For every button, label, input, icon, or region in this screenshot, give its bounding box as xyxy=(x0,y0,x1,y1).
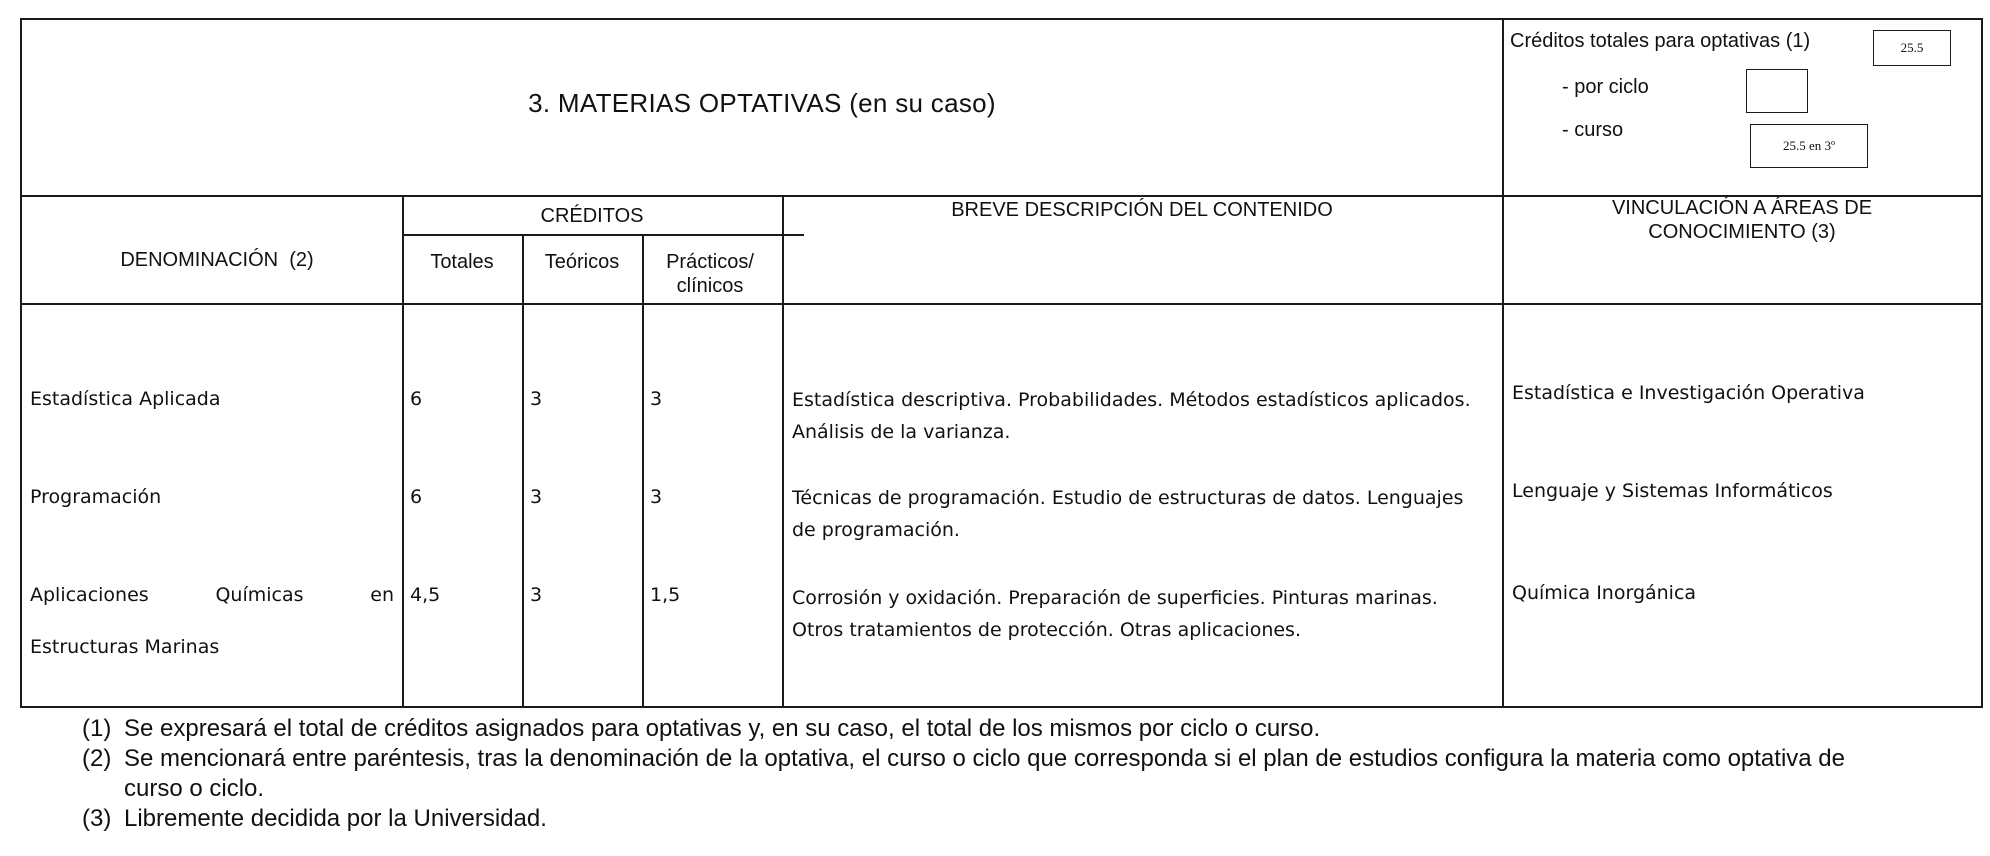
total-credits-label: Créditos totales para optativas (1) xyxy=(1510,30,1811,52)
footnote-text: Se mencionará entre paréntesis, tras la denominación de la optativa, el curso o ciclo que corresponda si el plan de estudios configura la materia como optativa de curso o ciclo. xyxy=(124,745,1845,802)
row3-practicos: 1,5 xyxy=(650,584,681,606)
course-label: - curso xyxy=(1562,119,1624,141)
footnotes xyxy=(82,714,1962,834)
row1-area: Estadística e Investigación Operativa xyxy=(1512,382,1865,404)
row2-name: Programación xyxy=(30,486,162,508)
divider-col-practicos xyxy=(782,195,784,706)
row3-descripcion: Corrosión y oxidación. Preparación de superficies. Pinturas marinas. Otros tratamientos de protección. Otras aplicaciones. xyxy=(792,587,1438,641)
row1-descripcion: Estadística descriptiva. Probabilidades. Métodos estadísticos aplicados. Análisis de la varianza. xyxy=(792,389,1471,443)
footnote-text: Se expresará el total de créditos asignados para optativas y, en su caso, el total de los mismos por ciclo o curso. xyxy=(124,715,1321,742)
row3-name-line2: Estructuras Marinas xyxy=(30,636,220,658)
header-practicos: Prácticos/ clínicos xyxy=(666,251,754,297)
divider-header xyxy=(22,303,1981,305)
header-teoricos: Teóricos xyxy=(544,251,620,273)
row2-teoricos: 3 xyxy=(530,486,543,508)
row2-total: 6 xyxy=(410,486,423,508)
page-title: 3. MATERIAS OPTATIVAS (en su caso) xyxy=(528,88,996,118)
course-field: 25.5 en 3º xyxy=(1750,124,1868,168)
footnote-1 xyxy=(82,714,1962,744)
row2-area: Lenguaje y Sistemas Informáticos xyxy=(1512,480,1833,502)
header-vinculacion: VINCULACIÓN A ÁREAS DE CONOCIMIENTO (3) xyxy=(1611,197,1873,243)
row1-teoricos: 3 xyxy=(530,388,543,410)
footnote-3 xyxy=(82,804,1962,834)
row1-name: Estadística Aplicada xyxy=(30,388,221,410)
row2-practicos: 3 xyxy=(650,486,663,508)
divider-creditos xyxy=(402,234,804,236)
header-totales: Totales xyxy=(430,251,494,273)
optativas-table xyxy=(20,18,1983,708)
per-cycle-label: - por ciclo xyxy=(1562,76,1649,98)
footnote-number: (3) xyxy=(82,805,112,832)
row1-total: 6 xyxy=(410,388,423,410)
total-credits-field: 25.5 xyxy=(1873,30,1951,66)
footnote-number: (2) xyxy=(82,745,112,772)
header-creditos: CRÉDITOS xyxy=(540,205,644,227)
divider-title-panel xyxy=(1502,20,1504,706)
row3-teoricos: 3 xyxy=(530,584,543,606)
row3-area: Química Inorgánica xyxy=(1512,582,1697,604)
row3-total: 4,5 xyxy=(410,584,441,606)
per-cycle-field xyxy=(1746,69,1808,113)
header-descripcion: BREVE DESCRIPCIÓN DEL CONTENIDO xyxy=(951,199,1333,221)
footnote-2 xyxy=(82,744,1962,804)
footnote-number: (1) xyxy=(82,715,112,742)
divider-col-totales xyxy=(522,234,524,706)
row3-name-line1: Aplicaciones Químicas en xyxy=(30,584,394,606)
header-denominacion: DENOMINACIÓN (2) xyxy=(120,249,314,271)
footnote-text: Libremente decidida por la Universidad. xyxy=(124,805,547,832)
credits-panel xyxy=(1510,28,1980,198)
row1-practicos: 3 xyxy=(650,388,663,410)
row2-descripcion: Técnicas de programación. Estudio de estructuras de datos. Lenguajes de programación. xyxy=(792,487,1464,541)
divider-col-teoricos xyxy=(642,234,644,706)
